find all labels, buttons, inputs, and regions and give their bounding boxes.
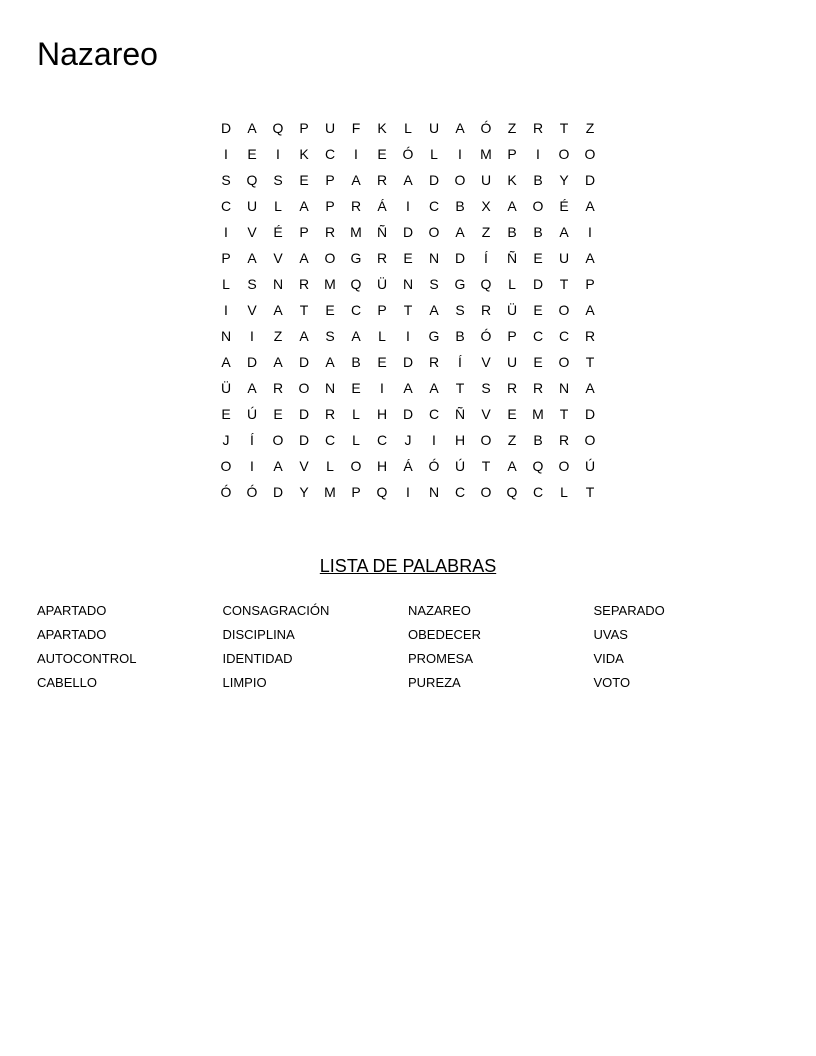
grid-cell: Ñ — [454, 406, 466, 422]
grid-cell: D — [246, 354, 258, 370]
grid-cell: I — [250, 328, 254, 344]
grid-cell: L — [378, 328, 386, 344]
grid-cell: O — [584, 146, 596, 162]
grid-cell: A — [299, 250, 309, 266]
grid-cell: I — [588, 224, 592, 240]
grid-cell: B — [507, 224, 517, 240]
grid-cell: D — [298, 432, 310, 448]
grid-cell: R — [532, 380, 544, 396]
grid-cell: Z — [507, 432, 517, 448]
grid-cell: Q — [532, 458, 544, 474]
grid-cell: S — [481, 380, 491, 396]
word-list-item: IDENTIDAD — [222, 651, 293, 666]
grid-cell: L — [274, 198, 282, 214]
grid-cell: Z — [481, 224, 491, 240]
grid-cell: G — [454, 276, 466, 292]
grid-cell: D — [220, 120, 232, 136]
grid-cell: A — [247, 380, 257, 396]
grid-cell: P — [325, 172, 335, 188]
grid-cell: F — [351, 120, 361, 136]
grid-cell: D — [532, 276, 544, 292]
grid-cell: S — [325, 328, 335, 344]
grid-cell: O — [480, 484, 492, 500]
grid-cell: D — [584, 406, 596, 422]
grid-cell: A — [507, 458, 517, 474]
grid-cell: E — [533, 302, 543, 318]
grid-cell: Ó — [402, 146, 414, 162]
grid-cell: T — [585, 484, 595, 500]
grid-cell: N — [428, 250, 440, 266]
grid-cell: J — [404, 432, 412, 448]
grid-cell: E — [247, 146, 257, 162]
grid-cell: B — [533, 224, 543, 240]
grid-cell: A — [585, 250, 595, 266]
grid-cell: O — [324, 250, 336, 266]
grid-cell: U — [506, 354, 518, 370]
grid-cell: M — [324, 484, 336, 500]
grid-cell: Ñ — [506, 250, 518, 266]
grid-cell: M — [324, 276, 336, 292]
word-list-item: DISCIPLINA — [222, 627, 295, 642]
grid-cell: E — [507, 406, 517, 422]
grid-cell: N — [272, 276, 284, 292]
grid-cell: L — [560, 484, 568, 500]
grid-cell: N — [402, 276, 414, 292]
word-list-item: PUREZA — [408, 675, 461, 690]
grid-cell: V — [273, 250, 283, 266]
grid-cell: O — [584, 432, 596, 448]
grid-cell: O — [558, 458, 570, 474]
grid-cell: E — [377, 354, 387, 370]
grid-cell: L — [430, 146, 438, 162]
grid-cell: H — [376, 406, 388, 422]
grid-cell: L — [508, 276, 516, 292]
grid-cell: I — [250, 458, 254, 474]
grid-cell: G — [428, 328, 440, 344]
grid-cell: M — [350, 224, 362, 240]
grid-cell: A — [273, 302, 283, 318]
grid-cell: E — [299, 172, 309, 188]
grid-cell: D — [402, 354, 414, 370]
grid-cell: Í — [250, 432, 254, 448]
grid-cell: E — [351, 380, 361, 396]
grid-cell: N — [558, 380, 570, 396]
grid-cell: I — [224, 146, 228, 162]
grid-cell: R — [428, 354, 440, 370]
word-list-item: CONSAGRACIÓN — [222, 603, 330, 618]
word-list-item: LIMPIO — [222, 675, 267, 690]
word-list-item: SEPARADO — [593, 603, 665, 618]
grid-cell: M — [480, 146, 492, 162]
grid-cell: D — [584, 172, 596, 188]
grid-cell: G — [350, 250, 362, 266]
grid-cell: P — [299, 224, 309, 240]
grid-cell: V — [299, 458, 309, 474]
grid-cell: O — [350, 458, 362, 474]
word-list-title — [0, 554, 816, 578]
grid-cell: O — [480, 432, 492, 448]
grid-cell: R — [350, 198, 362, 214]
grid-cell: U — [246, 198, 258, 214]
grid-cell: X — [481, 198, 491, 214]
grid-cell: U — [480, 172, 492, 188]
grid-cell: L — [352, 406, 360, 422]
grid-cell: B — [351, 354, 361, 370]
grid-cell: A — [351, 172, 361, 188]
grid-cell: C — [532, 484, 544, 500]
grid-cell: S — [455, 302, 465, 318]
grid-cell: E — [533, 250, 543, 266]
grid-cell: Q — [376, 484, 388, 500]
grid-cell: O — [428, 224, 440, 240]
grid-cell: A — [351, 328, 361, 344]
grid-cell: Á — [377, 198, 387, 214]
grid-cell: N — [220, 328, 232, 344]
grid-cell: V — [481, 354, 491, 370]
grid-cell: R — [558, 432, 570, 448]
grid-cell: Ú — [246, 406, 258, 422]
grid-cell: U — [324, 120, 336, 136]
grid-cell: V — [481, 406, 491, 422]
grid-cell: N — [428, 484, 440, 500]
grid-cell: Y — [559, 172, 569, 188]
grid-cell: P — [221, 250, 231, 266]
grid-cell: Q — [506, 484, 518, 500]
grid-cell: C — [324, 432, 336, 448]
grid-cell: Q — [272, 120, 284, 136]
word-list — [37, 599, 779, 695]
grid-cell: T — [403, 302, 413, 318]
grid-cell: A — [299, 328, 309, 344]
grid-cell: A — [299, 198, 309, 214]
grid-cell: P — [585, 276, 595, 292]
word-list-item: APARTADO — [37, 603, 107, 618]
grid-cell: T — [559, 276, 569, 292]
grid-cell: A — [585, 302, 595, 318]
grid-cell: Í — [458, 354, 462, 370]
grid-cell: O — [558, 354, 570, 370]
grid-cell: A — [429, 302, 439, 318]
word-list-item: AUTOCONTROL — [37, 651, 137, 666]
grid-cell: E — [533, 354, 543, 370]
grid-cell: I — [406, 328, 410, 344]
grid-cell: S — [247, 276, 257, 292]
grid-cell: I — [224, 302, 228, 318]
grid-cell: Ú — [584, 458, 596, 474]
grid-cell: Ó — [480, 120, 492, 136]
grid-cell: O — [220, 458, 232, 474]
grid-cell: L — [352, 432, 360, 448]
letter-grid — [213, 115, 603, 505]
grid-cell: V — [247, 302, 257, 318]
word-list-item: APARTADO — [37, 627, 107, 642]
grid-cell: P — [507, 328, 517, 344]
grid-cell: E — [377, 146, 387, 162]
grid-cell: Ü — [220, 380, 232, 396]
grid-cell: T — [299, 302, 309, 318]
grid-cell: C — [558, 328, 570, 344]
grid-cell: A — [455, 224, 465, 240]
grid-cell: Ó — [428, 458, 440, 474]
grid-cell: I — [536, 146, 540, 162]
grid-cell: Z — [507, 120, 517, 136]
grid-cell: A — [273, 354, 283, 370]
grid-cell: E — [325, 302, 335, 318]
word-list-item: NAZAREO — [408, 603, 471, 618]
grid-cell: R — [584, 328, 596, 344]
grid-cell: B — [533, 432, 543, 448]
grid-cell: O — [558, 302, 570, 318]
grid-cell: E — [221, 406, 231, 422]
grid-cell: T — [455, 380, 465, 396]
grid-cell: R — [324, 406, 336, 422]
grid-cell: P — [299, 120, 309, 136]
grid-cell: K — [507, 172, 517, 188]
grid-cell: I — [406, 484, 410, 500]
grid-cell: Ó — [246, 484, 258, 500]
grid-cell: R — [376, 250, 388, 266]
grid-cell: A — [507, 198, 517, 214]
grid-cell: Z — [273, 328, 283, 344]
grid-cell: A — [403, 172, 413, 188]
grid-cell: A — [585, 380, 595, 396]
grid-cell: D — [454, 250, 466, 266]
grid-cell: K — [377, 120, 387, 136]
grid-cell: I — [380, 380, 384, 396]
grid-cell: D — [298, 406, 310, 422]
grid-cell: A — [585, 198, 595, 214]
grid-cell: A — [325, 354, 335, 370]
grid-cell: Ü — [506, 302, 518, 318]
grid-cell: D — [298, 354, 310, 370]
grid-cell: U — [558, 250, 570, 266]
grid-cell: T — [559, 120, 569, 136]
word-list-item: VIDA — [593, 651, 624, 666]
grid-cell: R — [480, 302, 492, 318]
grid-cell: R — [532, 120, 544, 136]
word-list-item: CABELLO — [37, 675, 97, 690]
grid-cell: S — [221, 172, 231, 188]
grid-cell: R — [298, 276, 310, 292]
grid-cell: B — [455, 328, 465, 344]
grid-cell: Ó — [220, 484, 232, 500]
grid-cell: H — [376, 458, 388, 474]
word-list-item: UVAS — [593, 627, 628, 642]
grid-cell: T — [559, 406, 569, 422]
grid-cell: Z — [585, 120, 595, 136]
grid-cell: R — [324, 224, 336, 240]
grid-cell: S — [429, 276, 439, 292]
grid-cell: É — [273, 224, 283, 240]
grid-cell: Q — [246, 172, 258, 188]
grid-cell: D — [272, 484, 284, 500]
grid-cell: L — [404, 120, 412, 136]
grid-cell: M — [532, 406, 544, 422]
grid-cell: T — [585, 354, 595, 370]
word-list-item: OBEDECER — [408, 627, 481, 642]
grid-cell: P — [377, 302, 387, 318]
grid-cell: C — [428, 198, 440, 214]
grid-cell: A — [559, 224, 569, 240]
grid-cell: P — [507, 146, 517, 162]
grid-cell: I — [458, 146, 462, 162]
grid-cell: C — [428, 406, 440, 422]
grid-cell: Ü — [376, 276, 388, 292]
grid-cell: A — [221, 354, 231, 370]
word-list-item: VOTO — [593, 675, 631, 690]
grid-cell: Ó — [480, 328, 492, 344]
grid-cell: Á — [403, 458, 413, 474]
grid-cell: O — [558, 146, 570, 162]
grid-cell: E — [403, 250, 413, 266]
grid-cell: P — [351, 484, 361, 500]
grid-cell: I — [276, 146, 280, 162]
grid-cell: N — [324, 380, 336, 396]
grid-cell: É — [559, 198, 569, 214]
grid-cell: R — [272, 380, 284, 396]
grid-cell: A — [247, 120, 257, 136]
grid-cell: R — [506, 380, 518, 396]
grid-cell: Í — [484, 250, 488, 266]
grid-cell: S — [273, 172, 283, 188]
grid-cell: K — [299, 146, 309, 162]
grid-cell: Q — [350, 276, 362, 292]
grid-cell: A — [247, 250, 257, 266]
grid-cell: R — [376, 172, 388, 188]
grid-cell: Y — [299, 484, 309, 500]
grid-cell: J — [222, 432, 230, 448]
grid-cell: T — [481, 458, 491, 474]
grid-cell: V — [247, 224, 257, 240]
grid-cell: A — [455, 120, 465, 136]
grid-cell: Ñ — [376, 224, 388, 240]
word-list-title-text: LISTA DE PALABRAS — [319, 556, 497, 576]
grid-cell: Q — [480, 276, 492, 292]
grid-cell: C — [376, 432, 388, 448]
grid-cell: A — [273, 458, 283, 474]
grid-cell: Ú — [454, 458, 466, 474]
grid-cell: E — [273, 406, 283, 422]
page-title: Nazareo — [37, 36, 158, 72]
grid-cell: I — [224, 224, 228, 240]
grid-cell: L — [326, 458, 334, 474]
grid-cell: I — [406, 198, 410, 214]
grid-cell: C — [324, 146, 336, 162]
grid-cell: D — [402, 406, 414, 422]
grid-cell: A — [403, 380, 413, 396]
grid-cell: P — [325, 198, 335, 214]
word-list-item: PROMESA — [408, 651, 474, 666]
grid-cell: O — [272, 432, 284, 448]
grid-cell: C — [350, 302, 362, 318]
grid-cell: U — [428, 120, 440, 136]
grid-cell: O — [454, 172, 466, 188]
grid-cell: H — [454, 432, 466, 448]
grid-cell: C — [532, 328, 544, 344]
grid-cell: D — [428, 172, 440, 188]
grid-cell: I — [432, 432, 436, 448]
grid-cell: D — [402, 224, 414, 240]
grid-cell: O — [298, 380, 310, 396]
grid-cell: B — [455, 198, 465, 214]
grid-cell: L — [222, 276, 230, 292]
grid-cell: I — [354, 146, 358, 162]
grid-cell: A — [429, 380, 439, 396]
grid-cell: O — [532, 198, 544, 214]
grid-cell: C — [454, 484, 466, 500]
grid-cell: C — [220, 198, 232, 214]
grid-cell: B — [533, 172, 543, 188]
